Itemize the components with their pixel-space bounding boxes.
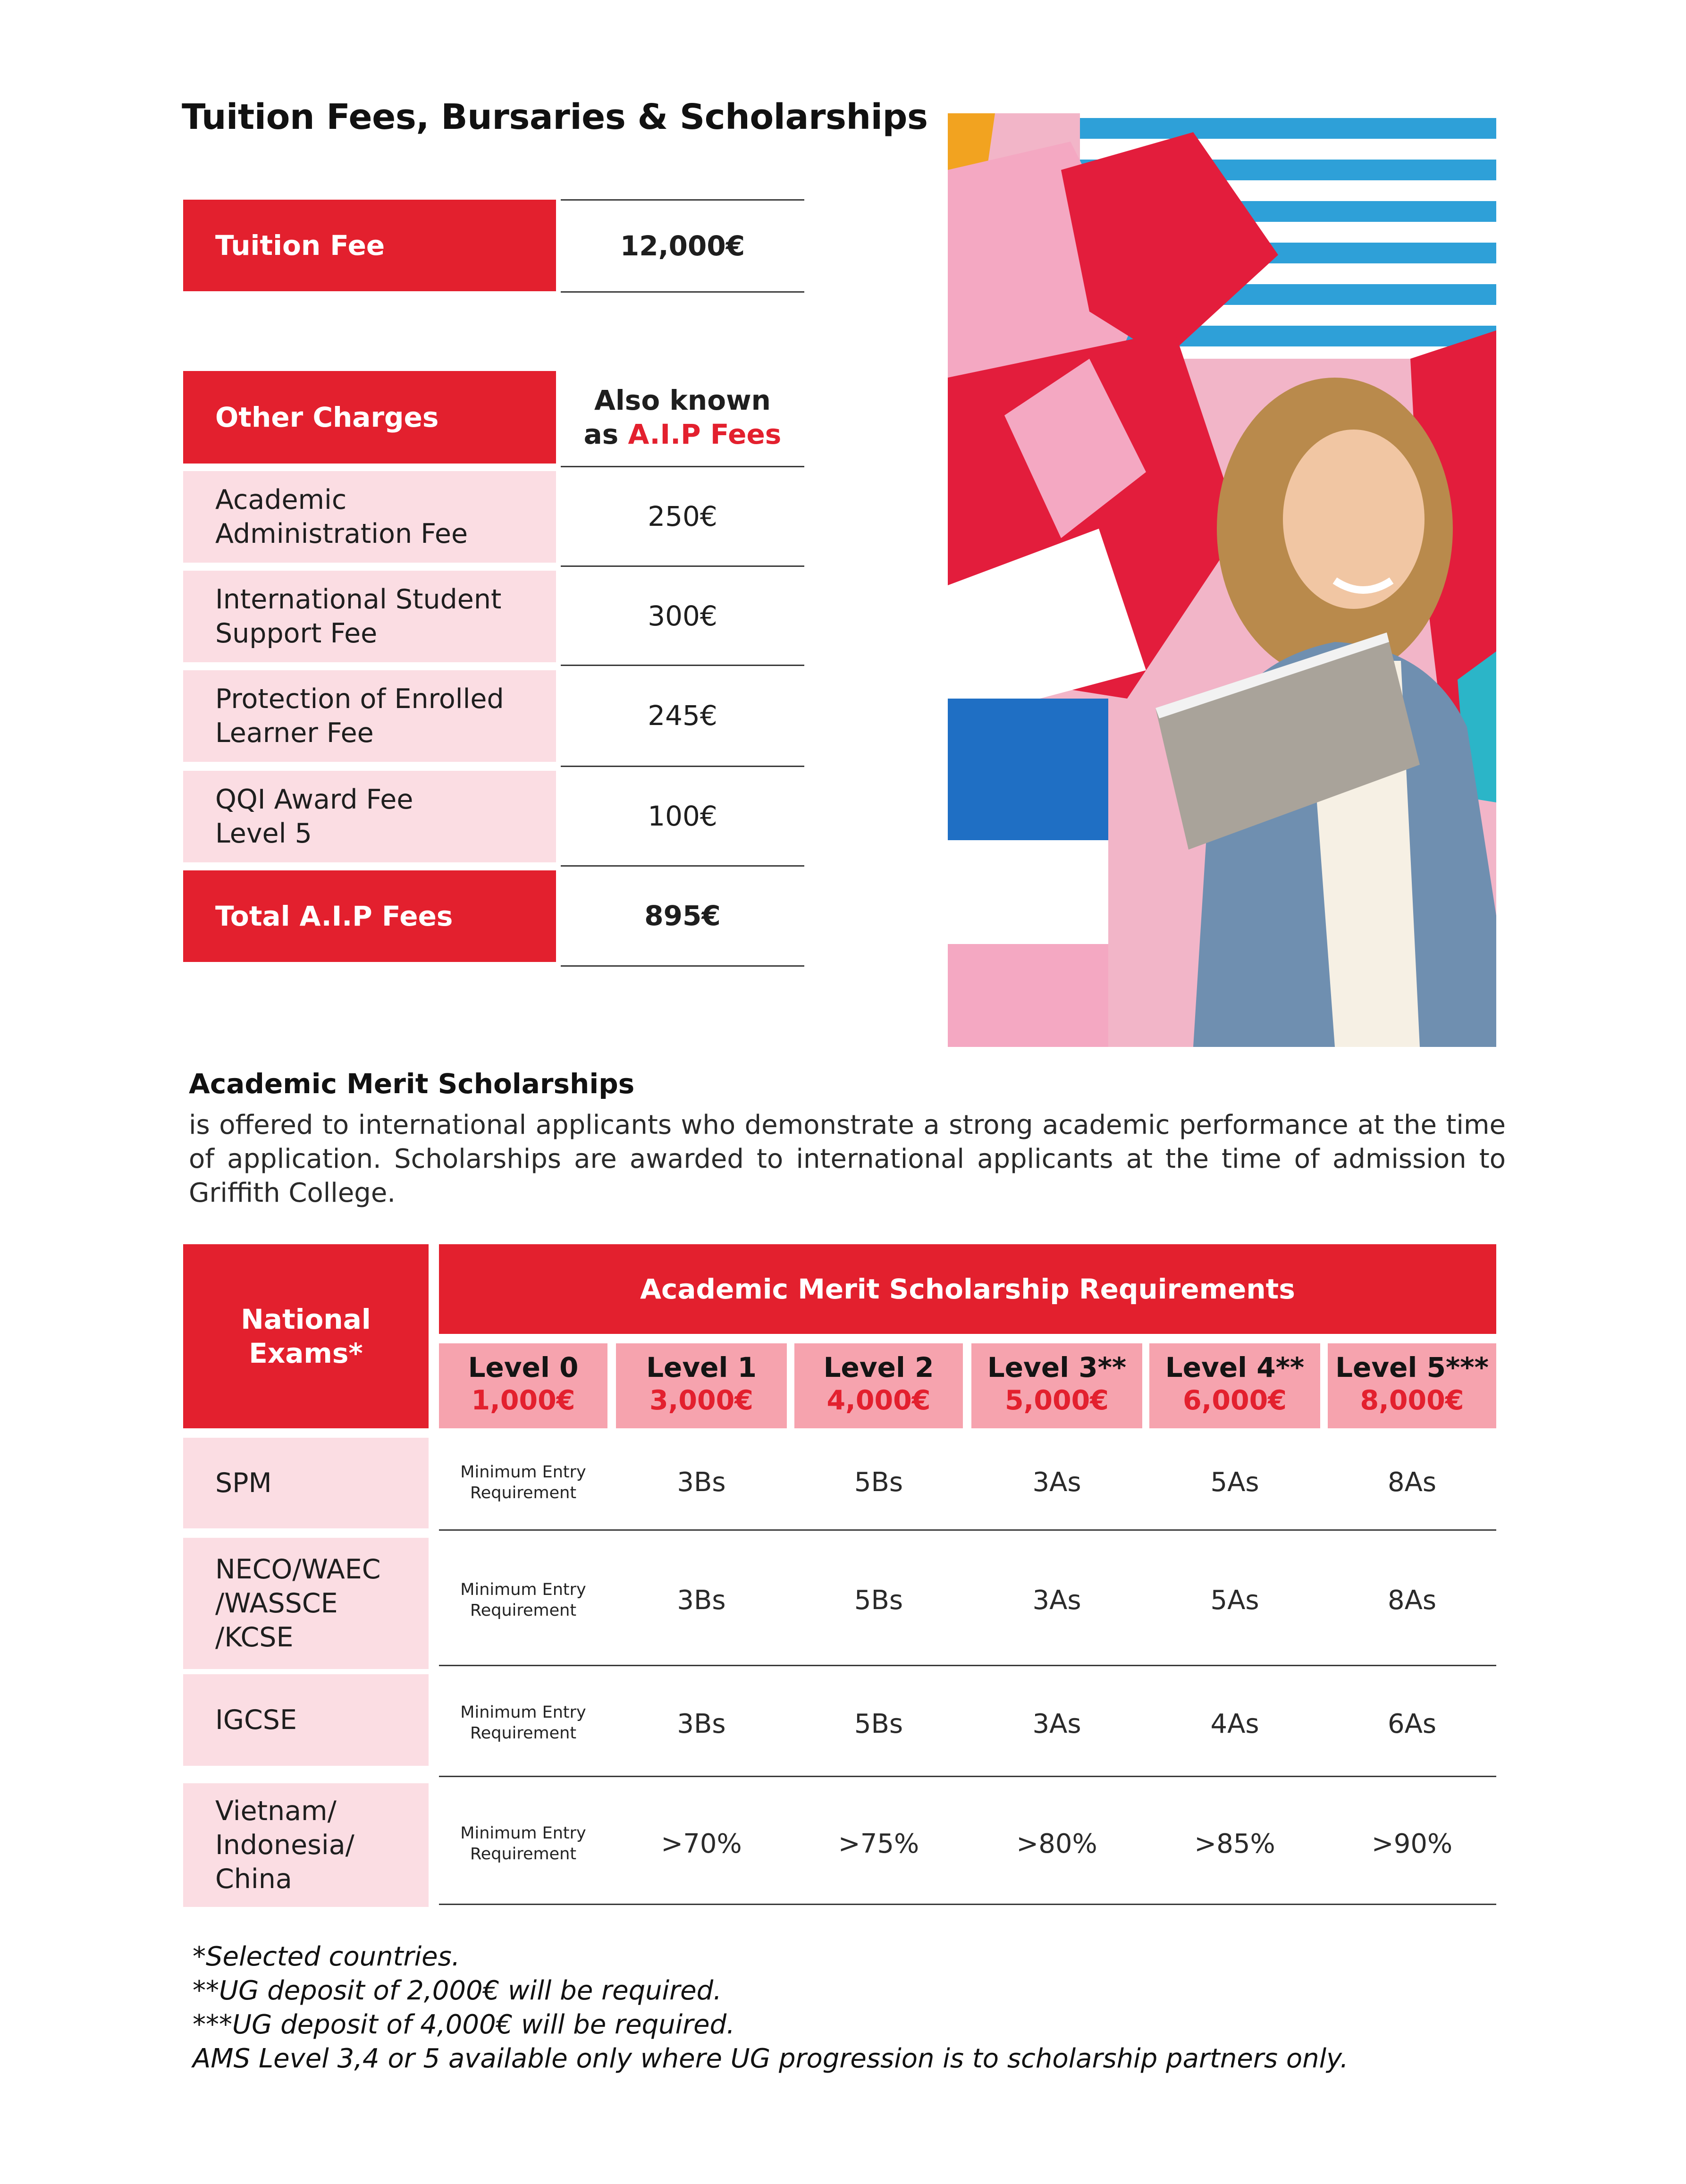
exam-label bbox=[183, 1438, 429, 1528]
divider bbox=[561, 291, 804, 293]
exam-label bbox=[183, 1674, 429, 1766]
divider bbox=[439, 1904, 1496, 1905]
student-photo bbox=[948, 113, 1496, 1047]
fee-label-line: Support Fee bbox=[215, 618, 378, 649]
tuition-fee-value: 12,000€ bbox=[620, 230, 745, 262]
requirement-cell: 8As bbox=[1387, 1585, 1437, 1616]
requirement-cell: >75% bbox=[838, 1829, 919, 1859]
requirement-cell: 3Bs bbox=[677, 1709, 726, 1739]
tuition-fee-label: Tuition Fee bbox=[183, 200, 556, 291]
level-amount: 5,000€ bbox=[1005, 1385, 1109, 1416]
min-entry-label bbox=[439, 1702, 607, 1744]
level-amount: 3,000€ bbox=[649, 1385, 753, 1416]
national-exams-header bbox=[183, 1244, 429, 1428]
mer-line: Minimum Entry bbox=[460, 1580, 586, 1599]
min-entry-label bbox=[439, 1462, 607, 1503]
level-amount: 8,000€ bbox=[1360, 1385, 1464, 1416]
other-charges-header: Other Charges bbox=[183, 371, 556, 464]
ams-description: is offered to international applicants who demonstrate a strong academic performance at the time of application. Scholarships are awarded to international applicants at the time of admission to Griffith College. bbox=[189, 1110, 1506, 1208]
exam-name-line: China bbox=[215, 1864, 292, 1895]
fee-label-line: Academic bbox=[215, 484, 347, 515]
footnote: *Selected countries. bbox=[193, 1941, 460, 1972]
aka-accent: A.I.P Fees bbox=[628, 418, 782, 450]
exams-header-line: National bbox=[241, 1303, 371, 1335]
exam-name-line: SPM bbox=[215, 1467, 272, 1499]
fee-label-line: International Student bbox=[215, 584, 502, 615]
requirement-cell: 3As bbox=[1032, 1585, 1081, 1616]
requirement-cell: 5As bbox=[1210, 1467, 1259, 1498]
requirements-header: Academic Merit Scholarship Requirements bbox=[439, 1244, 1496, 1334]
mer-line: Minimum Entry bbox=[460, 1824, 586, 1843]
aka-line1: Also known bbox=[594, 384, 771, 416]
mer-line: Requirement bbox=[470, 1845, 577, 1864]
level-name: Level 0 bbox=[468, 1351, 579, 1383]
footnotes bbox=[193, 1940, 1349, 2076]
requirement-cell: >80% bbox=[1016, 1829, 1097, 1859]
fee-row-label bbox=[183, 670, 556, 762]
level-name: Level 4** bbox=[1165, 1351, 1305, 1383]
level-name: Level 5*** bbox=[1335, 1351, 1489, 1383]
level-header bbox=[971, 1343, 1142, 1428]
level-name: Level 1 bbox=[646, 1351, 757, 1383]
aip-fees-note bbox=[561, 371, 804, 464]
fee-row-label bbox=[183, 771, 556, 862]
level-name: Level 3** bbox=[987, 1351, 1127, 1383]
level-amount: 6,000€ bbox=[1183, 1385, 1287, 1416]
requirement-cell: >85% bbox=[1194, 1829, 1275, 1859]
min-entry-label bbox=[439, 1579, 607, 1621]
requirement-cell: >90% bbox=[1371, 1829, 1453, 1859]
mer-line: Requirement bbox=[470, 1601, 577, 1620]
footnote: ***UG deposit of 4,000€ will be required. bbox=[193, 2009, 735, 2040]
fee-row-value: 245€ bbox=[648, 700, 717, 732]
requirement-cell: 8As bbox=[1387, 1467, 1437, 1498]
fee-row-label bbox=[183, 471, 556, 563]
divider bbox=[439, 1529, 1496, 1531]
divider bbox=[439, 1776, 1496, 1777]
divider bbox=[439, 1665, 1496, 1666]
fee-row-value: 300€ bbox=[648, 599, 717, 632]
fee-label-line: Level 5 bbox=[215, 818, 312, 849]
fee-label-line: QQI Award Fee bbox=[215, 784, 413, 815]
divider bbox=[561, 965, 804, 967]
exam-label bbox=[183, 1783, 429, 1907]
ams-title: Academic Merit Scholarships bbox=[189, 1068, 635, 1100]
requirement-cell: 5As bbox=[1210, 1585, 1259, 1616]
mer-line: Minimum Entry bbox=[460, 1703, 586, 1722]
total-aip-value: 895€ bbox=[644, 900, 721, 932]
requirement-cell: 4As bbox=[1210, 1709, 1259, 1739]
exam-label bbox=[183, 1538, 429, 1669]
requirement-cell: 5Bs bbox=[854, 1709, 903, 1739]
requirement-cell: 5Bs bbox=[854, 1467, 903, 1498]
requirement-cell: 3Bs bbox=[677, 1467, 726, 1498]
requirement-cell: 5Bs bbox=[854, 1585, 903, 1616]
requirement-cell: 3As bbox=[1032, 1467, 1081, 1498]
exam-name-line: NECO/WAEC bbox=[215, 1554, 381, 1585]
fee-label-line: Learner Fee bbox=[215, 717, 374, 749]
requirement-cell: 3Bs bbox=[677, 1585, 726, 1616]
level-header bbox=[1149, 1343, 1320, 1428]
fee-row-value: 100€ bbox=[648, 800, 717, 832]
fee-row-value: 250€ bbox=[648, 500, 717, 532]
mer-line: Requirement bbox=[470, 1484, 577, 1502]
footnote: **UG deposit of 2,000€ will be required. bbox=[193, 1975, 722, 2006]
min-entry-label bbox=[439, 1823, 607, 1864]
aka-line2 bbox=[584, 417, 782, 451]
mer-line: Requirement bbox=[470, 1724, 577, 1743]
fee-row-label bbox=[183, 571, 556, 662]
fee-label-line: Administration Fee bbox=[215, 518, 468, 549]
footnote: AMS Level 3,4 or 5 available only where UG progression is to scholarship partners only. bbox=[193, 2043, 1349, 2074]
page-title: Tuition Fees, Bursaries & Scholarships bbox=[182, 97, 928, 137]
exam-name-line: Vietnam/ bbox=[215, 1796, 337, 1827]
requirement-cell: 6As bbox=[1387, 1709, 1437, 1739]
exam-name-line: /KCSE bbox=[215, 1622, 294, 1653]
level-header bbox=[1328, 1343, 1496, 1428]
requirement-cell: 3As bbox=[1032, 1709, 1081, 1739]
level-header bbox=[794, 1343, 963, 1428]
level-name: Level 2 bbox=[823, 1351, 934, 1383]
mer-line: Minimum Entry bbox=[460, 1463, 586, 1482]
exam-name-line: IGCSE bbox=[215, 1704, 297, 1736]
level-header bbox=[439, 1343, 607, 1428]
aka-as: as bbox=[583, 418, 628, 450]
fee-label-line: Protection of Enrolled bbox=[215, 683, 504, 715]
exams-header-line: Exams* bbox=[249, 1337, 363, 1369]
total-aip-label: Total A.I.P Fees bbox=[183, 870, 556, 962]
level-amount: 4,000€ bbox=[826, 1385, 931, 1416]
level-amount: 1,000€ bbox=[471, 1385, 575, 1416]
exam-name-line: /WASSCE bbox=[215, 1588, 338, 1619]
exam-name-line: Indonesia/ bbox=[215, 1830, 354, 1861]
level-header bbox=[616, 1343, 787, 1428]
requirement-cell: >70% bbox=[661, 1829, 742, 1859]
